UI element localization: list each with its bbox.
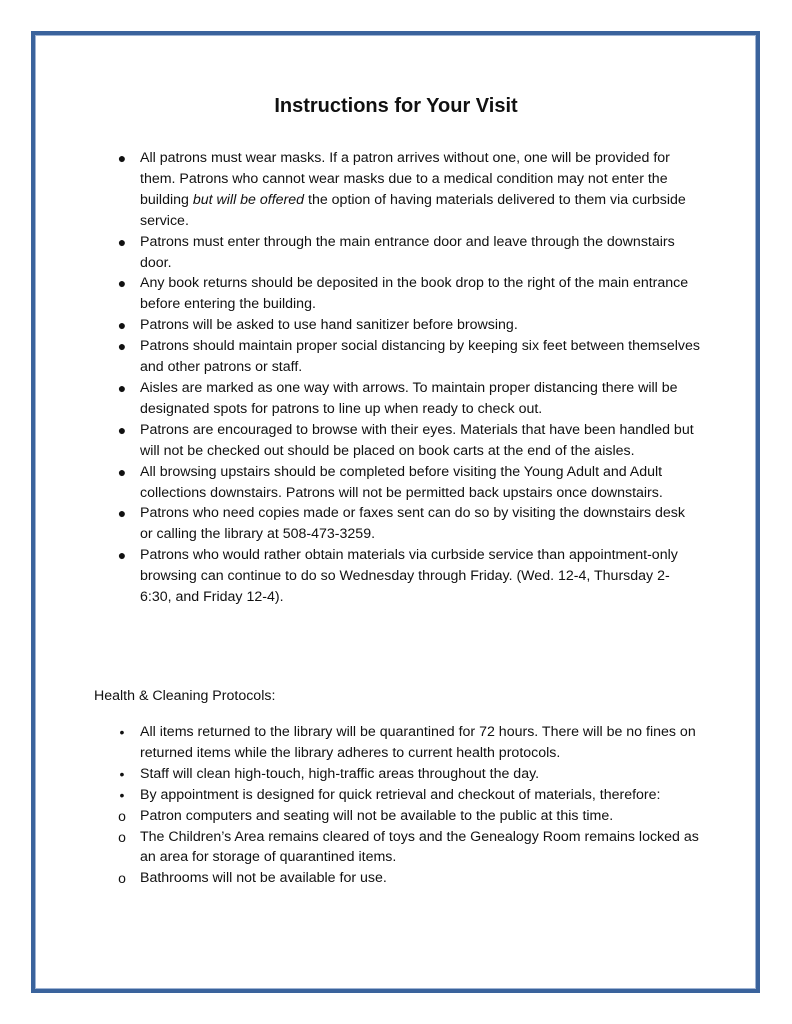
sub-list-item [0,868,700,889]
sub-list-item [0,806,700,827]
list-item [0,148,700,232]
sub-list-item [0,827,700,869]
list-item-text: Staff will clean high-touch, high-traffic areas throughout the day. [140,765,540,782]
list-item-text: Any book returns should be deposited in the book drop to the right of the main entrance before entering the building. [140,275,689,313]
list-item-text: Patrons should maintain proper social distancing by keeping six feet between themselves and other patrons or staff. [140,338,700,376]
list-item-text: Patrons will be asked to use hand sanitizer before browsing. [140,317,518,334]
bullet-icon: ● [117,317,127,334]
emphasis-text: but will be offered [192,191,305,208]
circle-bullet-icon: o [118,870,126,887]
list-item [0,785,700,806]
list-item-text: The Children’s Area remains cleared of toys and the Genealogy Room remains locked as an area for storage of quarantined items. [140,828,699,866]
list-item-text: Aisles are marked as one way with arrows. To maintain proper distancing there will be designated spots for patrons to line up when ready to check out. [140,379,678,417]
bullet-icon: • [119,786,125,803]
list-item [0,273,700,315]
list-item [0,722,700,764]
list-item [0,503,700,545]
circle-bullet-icon: o [118,828,126,845]
bullet-icon: ● [117,150,127,166]
page-title: Instructions for Your Visit [274,95,518,117]
list-item-text: Patrons must enter through the main entrance door and leave through the downstairs door. [140,233,675,271]
list-item [0,420,700,462]
list-item-text: Patrons who need copies made or faxes sent can do so by visiting the downstairs desk or calling the library at 508-473-3259. [140,505,685,543]
bullet-icon: ● [117,463,127,480]
bullet-icon: ● [117,338,127,355]
list-item-text: By appointment is designed for quick retrieval and checkout of materials, therefore: [140,786,661,803]
list-item-text: Patrons are encouraged to browse with their eyes. Materials that have been handled but will not be checked out should be placed on book carts at the end of the aisles. [140,421,694,459]
list-item-text: All items returned to the library will be quarantined for 72 hours. There will be no fines on returned items while the library adheres to current health protocols. [140,724,696,761]
list-item-text: the option of having materials delivered to them via curbside service. [140,191,686,229]
list-item [0,315,700,336]
circle-bullet-icon: o [118,807,126,824]
bullet-icon: ● [117,275,127,292]
bullet-icon: ● [117,421,127,438]
list-item [0,336,700,378]
list-item-text: Patrons who would rather obtain materials via curbside service than appointment-only browsing can continue to do so Wednesday through Friday. (Wed. 12-4, Thursday 2-6:30, and Friday 12-4). [140,547,678,606]
list-item [0,764,700,785]
section-heading: Health & Cleaning Protocols: [94,688,276,704]
list-item-text: Bathrooms will not be available for use. [140,870,387,887]
list-item [0,378,700,420]
visit-rules-list [0,148,792,608]
health-protocols-list [0,722,792,889]
bullet-icon: ● [117,547,127,564]
list-item [0,545,700,608]
list-item [0,462,700,504]
list-item [0,232,700,274]
bullet-icon: • [119,765,125,782]
list-item-text: All browsing upstairs should be completed before visiting the Young Adult and Adult collections downstairs. Patrons will not be permitted back upstairs once downstairs. [140,463,663,501]
list-item-text: Patron computers and seating will not be available to the public at this time. [140,807,614,824]
bullet-icon: ● [117,233,127,250]
list-item-text: All patrons must wear masks. If a patron arrives without one, one will be provided for them. Patrons who cannot wear masks due to a medical condition may not enter the building [140,150,670,208]
bullet-icon: ● [117,505,127,522]
bullet-icon: ● [117,379,127,396]
bullet-icon: • [119,724,125,740]
